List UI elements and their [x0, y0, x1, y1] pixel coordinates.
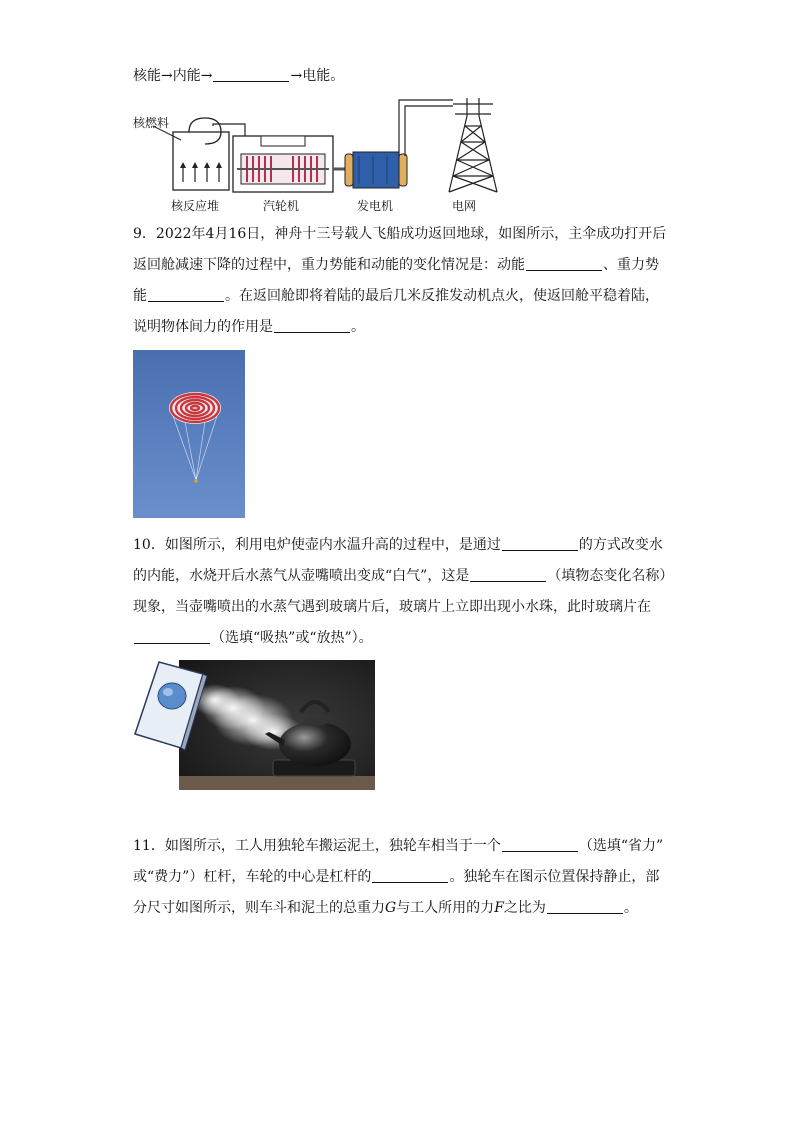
answer-blank[interactable]: [502, 837, 578, 852]
generator-label: 发电机: [357, 199, 394, 213]
turbine-icon: [233, 136, 333, 192]
q11-text: 。: [623, 900, 638, 916]
answer-blank[interactable]: [470, 567, 546, 582]
generator-icon: [345, 152, 407, 188]
kettle-photo: [133, 660, 375, 790]
answer-blank[interactable]: [502, 536, 578, 551]
nuclear-plant-diagram: [133, 96, 503, 216]
q9-text: 返回舱减速下降的过程中，重力势能和动能的变化情况是：动能: [133, 257, 525, 273]
q11-line-3: [133, 898, 638, 918]
grid-label: 电网: [452, 199, 477, 213]
capsule-icon: [194, 479, 198, 483]
q10-text: 现象，当壶嘴喷出的水蒸气遇到玻璃片后，玻璃片上立即出现小水珠，此时玻璃片在: [133, 599, 651, 615]
answer-blank[interactable]: [526, 256, 602, 271]
q9-text: 能: [133, 288, 147, 304]
variable-g: G: [385, 900, 397, 916]
q9-text: 9．2022年4月16日，神舟十三号载人飞船成功返回地球，如图所示，主伞成功打开后: [133, 226, 667, 242]
q11-text: 分尺寸如图所示，则车斗和泥土的总重力: [133, 900, 385, 916]
q9-text: 、重力势: [603, 257, 659, 273]
q9-line-2: [133, 255, 659, 275]
q10-line-4: [133, 628, 373, 648]
answer-blank[interactable]: [148, 287, 224, 302]
kettle-photo-svg: [133, 660, 375, 790]
q8-text-part: →电能。: [290, 68, 345, 84]
q10-line-2: [133, 566, 673, 586]
fuel-label: 核燃料: [133, 116, 170, 130]
q9-text: 说明物体间力的作用是: [133, 319, 273, 335]
parachute-photo-svg: [133, 350, 245, 518]
answer-blank[interactable]: [134, 629, 210, 644]
q9-line-4: [133, 317, 365, 337]
q10-text: （填物态变化名称）: [547, 568, 674, 584]
q11-text: （选填“省力”: [578, 838, 664, 854]
turbine-label: 汽轮机: [263, 199, 300, 213]
parachute-canopy-icon: [169, 392, 221, 424]
q9-text: 。: [351, 319, 365, 335]
q10-text: 10．如图所示，利用电炉使壶内水温升高的过程中，是通过: [133, 537, 501, 553]
variable-f: F: [494, 900, 504, 916]
answer-blank[interactable]: [547, 899, 623, 914]
q9-line-3: [133, 286, 659, 306]
q11-line-1: [133, 836, 663, 856]
q11-text: 与工人所用的力: [396, 900, 495, 916]
q10-text: 的内能，水烧开后水蒸气从壶嘴喷出变成“白气”，这是: [133, 568, 470, 584]
q10-line-3: [133, 597, 651, 617]
q10-text: 的方式改变水: [578, 537, 663, 553]
q8-text-line: [133, 66, 344, 86]
q9-line-1: [133, 224, 666, 244]
reactor-label: 核反应堆: [171, 199, 220, 213]
q11-text: 。独轮车在图示位置保持静止，部: [449, 869, 660, 885]
power-pylon-icon: [449, 98, 497, 192]
answer-blank[interactable]: [274, 318, 350, 333]
q10-line-1: [133, 535, 663, 555]
answer-blank[interactable]: [372, 868, 448, 883]
q11-text: 或“费力”）杠杆，车轮的中心是杠杆的: [133, 869, 372, 885]
q11-text: 11．如图所示，工人用独轮车搬运泥土，独轮车相当于一个: [133, 838, 501, 854]
q8-text-part: 核能→内能→: [133, 68, 213, 84]
answer-blank[interactable]: [213, 67, 289, 82]
q10-text: （选填“吸热”或“放热”）。: [211, 630, 373, 646]
parachute-photo: [133, 350, 245, 518]
q9-text: 。在返回舱即将着陆的最后几米反推发动机点火，使返回舱平稳着陆，: [225, 288, 659, 304]
q11-line-2: [133, 867, 659, 887]
q11-text: 之比为: [503, 900, 546, 916]
